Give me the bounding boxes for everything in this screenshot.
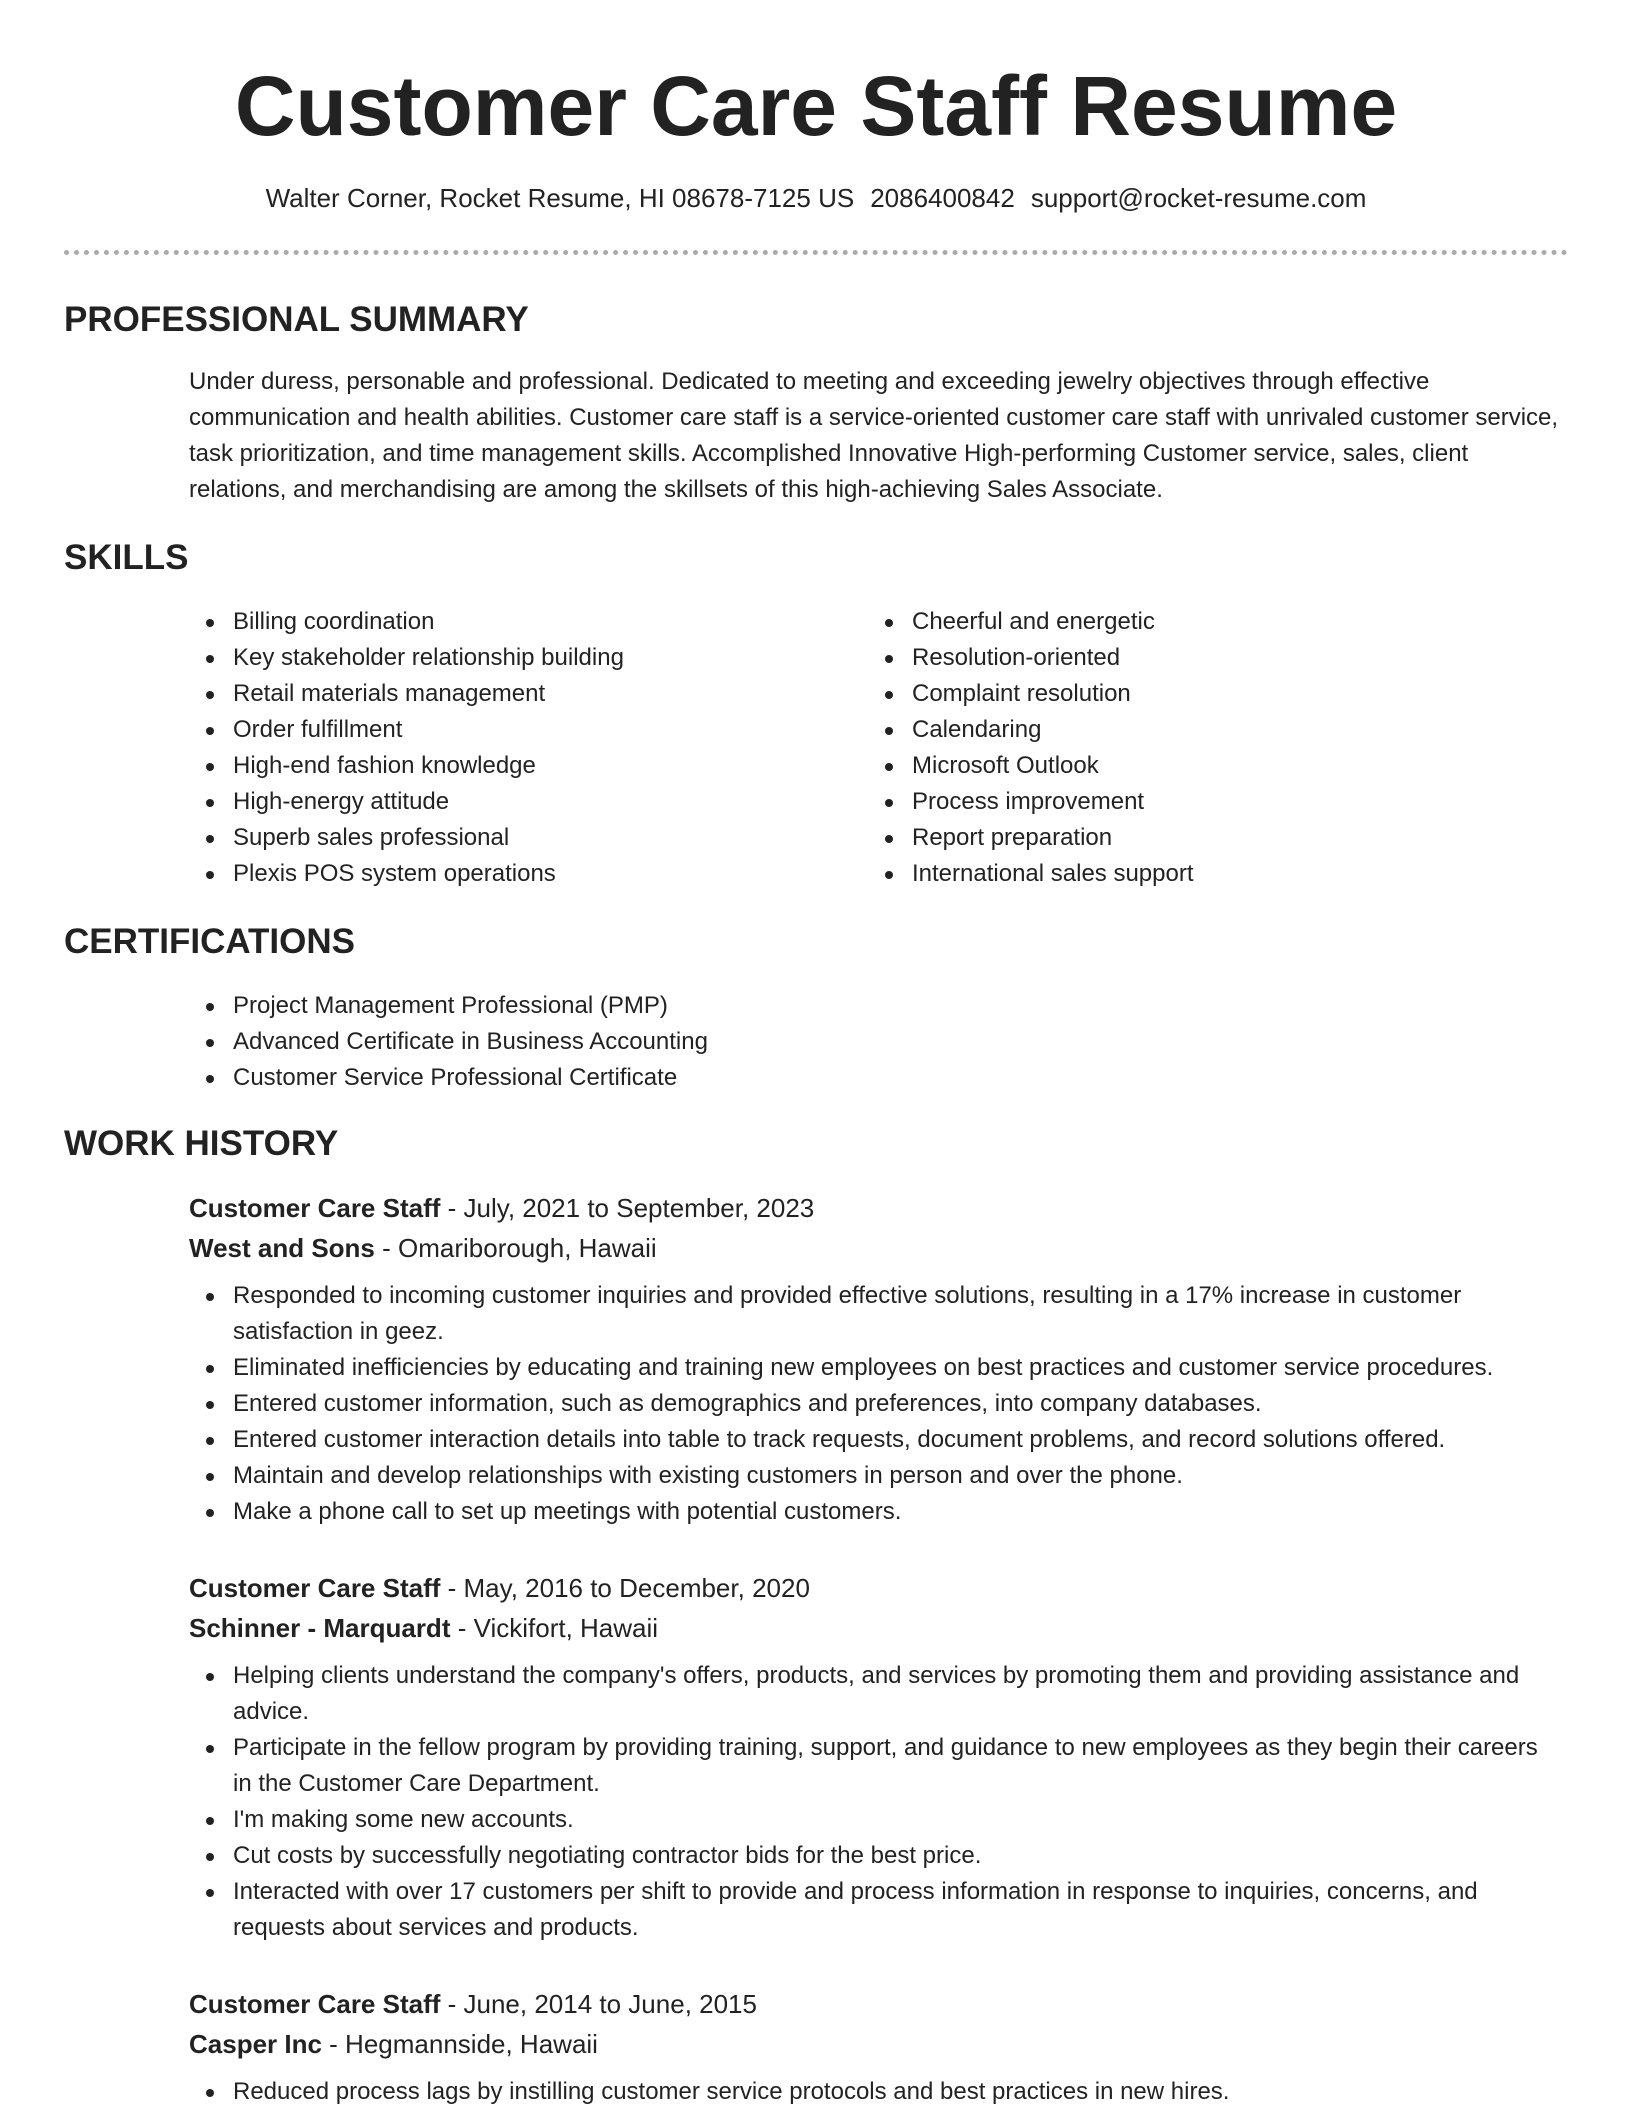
- job-location: - Hegmannside, Hawaii: [321, 2029, 598, 2059]
- list-item: Cut costs by successfully negotiating contractor bids for the best price.: [189, 1838, 1559, 1874]
- job-company: West and Sons: [189, 1233, 375, 1263]
- list-item: Resolution-oriented: [868, 640, 1528, 676]
- job-entry-1: [189, 1188, 1559, 1530]
- list-item: Key stakeholder relationship building: [189, 640, 849, 676]
- skills-heading: SKILLS: [64, 538, 189, 577]
- job-bullets: [189, 1278, 1559, 1530]
- job-entry-3: [189, 1984, 1559, 2110]
- summary-heading: PROFESSIONAL SUMMARY: [64, 300, 529, 339]
- list-item: Responded to incoming customer inquiries and provided effective solutions, resulting in a 17% increase in customer satisfaction in geez.: [189, 1278, 1559, 1350]
- contact-info: [0, 180, 1632, 216]
- list-item: Process improvement: [868, 784, 1528, 820]
- job-company-line: [189, 1228, 1559, 1268]
- skills-list-left: [189, 604, 849, 892]
- certifications-list: [189, 988, 1559, 1096]
- page-title: Customer Care Staff Resume: [234, 59, 1398, 153]
- skills-list-right: [868, 604, 1528, 892]
- job-title: Customer Care Staff: [189, 1573, 441, 1603]
- job-bullets: [189, 2074, 1559, 2110]
- job-location: - Omariborough, Hawaii: [374, 1233, 657, 1263]
- list-item: Entered customer information, such as demographics and preferences, into company databases.: [189, 1386, 1559, 1422]
- list-item: Calendaring: [868, 712, 1528, 748]
- list-item: Helping clients understand the company's offers, products, and services by promoting them and providing assistance and advice.: [189, 1658, 1559, 1730]
- list-item: Participate in the fellow program by providing training, support, and guidance to new employees as they begin their careers in the Customer Care Department.: [189, 1730, 1559, 1802]
- job-bullets: [189, 1658, 1559, 1946]
- list-item: Billing coordination: [189, 604, 849, 640]
- contact-address: Walter Corner, Rocket Resume, HI 08678-7125 US: [265, 183, 855, 213]
- list-item: I'm making some new accounts.: [189, 1802, 1559, 1838]
- work-history-heading: WORK HISTORY: [64, 1124, 339, 1163]
- job-company-line: [189, 2024, 1559, 2064]
- list-item: Reduced process lags by instilling customer service protocols and best practices in new hires.: [189, 2074, 1559, 2110]
- list-item: Make a phone call to set up meetings with potential customers.: [189, 1494, 1559, 1530]
- job-title-line: [189, 1568, 1559, 1608]
- job-company: Casper Inc: [189, 2029, 322, 2059]
- list-item: Entered customer interaction details into table to track requests, document problems, and record solutions offered.: [189, 1422, 1559, 1458]
- list-item: Cheerful and energetic: [868, 604, 1528, 640]
- job-company: Schinner - Marquardt: [189, 1613, 451, 1643]
- list-item: Interacted with over 17 customers per shift to provide and process information in response to inquiries, concerns, and requests about services and products.: [189, 1874, 1559, 1946]
- header-divider: [64, 250, 1568, 255]
- list-item: High-energy attitude: [189, 784, 849, 820]
- list-item: Retail materials management: [189, 676, 849, 712]
- list-item: Advanced Certificate in Business Accounting: [189, 1024, 1559, 1060]
- list-item: Maintain and develop relationships with existing customers in person and over the phone.: [189, 1458, 1559, 1494]
- list-item: Project Management Professional (PMP): [189, 988, 1559, 1024]
- list-item: Customer Service Professional Certificate: [189, 1060, 1559, 1096]
- list-item: Eliminated inefficiencies by educating and training new employees on best practices and customer service procedures.: [189, 1350, 1559, 1386]
- job-dates: - June, 2014 to June, 2015: [440, 1989, 757, 2019]
- job-company-line: [189, 1608, 1559, 1648]
- job-title-line: [189, 1188, 1559, 1228]
- certifications-heading: CERTIFICATIONS: [64, 922, 356, 961]
- job-dates: - July, 2021 to September, 2023: [440, 1193, 815, 1223]
- summary-text: Under duress, personable and professional. Dedicated to meeting and exceeding jewelry objectives through effective communication and health abilities. Customer care staff is a service-oriented customer care staff with unrivaled customer service, task prioritization, and time management skills. Accomplished Innovative High-performing Customer service, sales, client relations, and merchandising are among the skillsets of this high-achieving Sales Associate.: [189, 368, 1559, 503]
- job-title-line: [189, 1984, 1559, 2024]
- job-location: - Vickifort, Hawaii: [450, 1613, 659, 1643]
- contact-phone: 2086400842: [870, 183, 1015, 213]
- job-title: Customer Care Staff: [189, 1193, 441, 1223]
- job-dates: - May, 2016 to December, 2020: [440, 1573, 810, 1603]
- list-item: Complaint resolution: [868, 676, 1528, 712]
- list-item: International sales support: [868, 856, 1528, 892]
- list-item: Superb sales professional: [189, 820, 849, 856]
- list-item: Plexis POS system operations: [189, 856, 849, 892]
- list-item: Report preparation: [868, 820, 1528, 856]
- list-item: Microsoft Outlook: [868, 748, 1528, 784]
- list-item: High-end fashion knowledge: [189, 748, 849, 784]
- job-entry-2: [189, 1568, 1559, 1946]
- contact-email: support@rocket-resume.com: [1030, 183, 1367, 213]
- list-item: Order fulfillment: [189, 712, 849, 748]
- job-title: Customer Care Staff: [189, 1989, 441, 2019]
